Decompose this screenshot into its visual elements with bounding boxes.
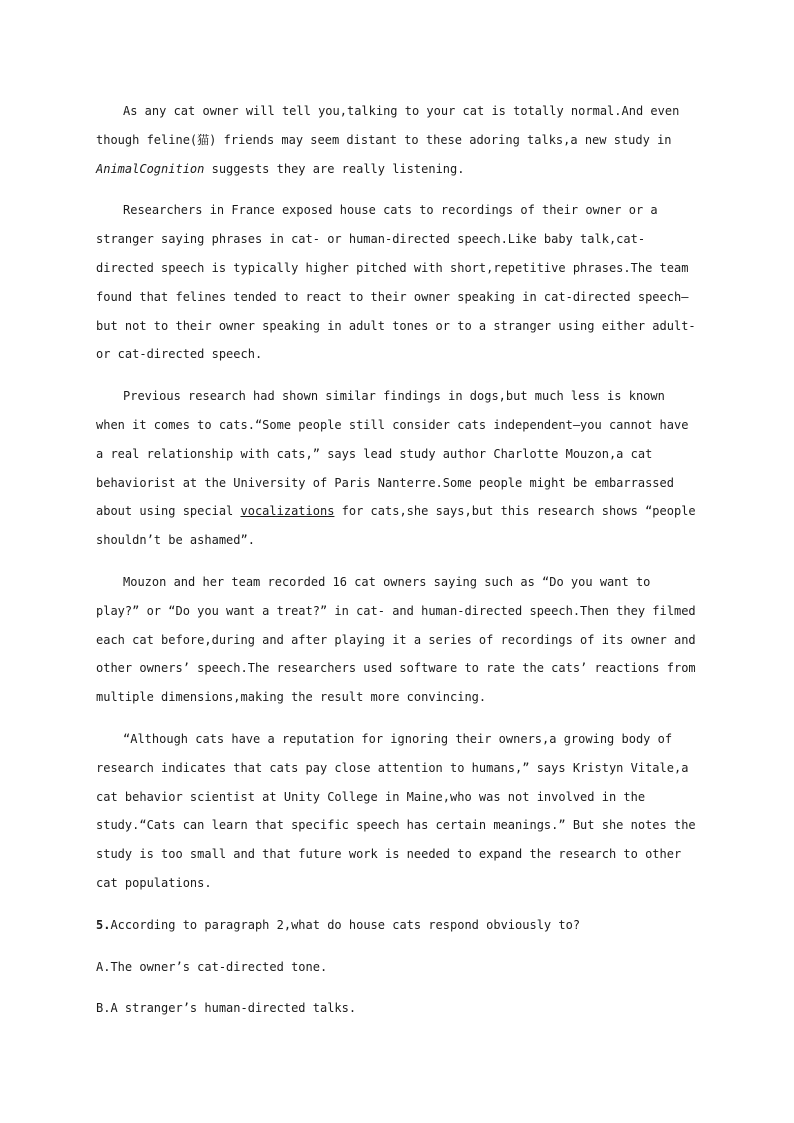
paragraph-gap [96, 369, 700, 382]
underlined-word: vocalizations [240, 504, 335, 519]
paragraph-2: Researchers in France exposed house cats to recordings of their owner or a stranger saying phrases in cat- or human-directed speech.Like baby talk,cat-directed speech is typically higher pitched with short,repetitive phrases.The team found that felines tended to react to their owner speaking in cat-directed speech—but not to their owner speaking in adult tones or to a stranger using either adult- or cat-directed speech. [96, 203, 696, 362]
paragraph-3-text-end: for cats,she says,but this research shows “people shouldn’t be ashamed”. [96, 504, 696, 548]
paragraph-gap [96, 712, 700, 725]
paragraph-gap [96, 555, 700, 568]
question-number: 5. [96, 917, 111, 932]
question-stem [96, 911, 700, 940]
paragraph-1 [96, 97, 700, 183]
paragraph-4: Mouzon and her team recorded 16 cat owners saying such as “Do you want to play?” or “Do you want a treat?” in cat- and human-directed speech.Then they filmed each cat before,during and after playing it a series of recordings of its owner and other owners’ speech.The researchers used software to rate the cats’ reactions from multiple dimensions,making the result more convincing. [96, 574, 696, 705]
option-a: A.The owner’s cat-directed tone. [96, 959, 328, 974]
journal-name: AnimalCognition [96, 161, 205, 176]
document-page [96, 97, 700, 1023]
option-b: B.A stranger’s human-directed talks. [96, 1001, 357, 1016]
paragraph-3-text-start: Previous research had shown similar findings in dogs,but much less is known when it comes to cats.“Some people still consider cats independent—you cannot have a real relationship with cats,” says lead study author Charlotte Mouzon,a cat behaviorist at the University of Paris Nanterre.Some people might be embarrassed about using special [96, 389, 689, 519]
paragraph-gap [96, 183, 700, 196]
paragraph-gap [96, 940, 700, 953]
paragraph-3 [96, 382, 700, 555]
paragraph-1-text-end: suggests they are really listening. [204, 161, 465, 176]
paragraph-1-text-start: As any cat owner will tell you,talking to your cat is totally normal.And even though feline(猫) friends may seem distant to these adoring talks,a new study in [96, 104, 680, 147]
paragraph-5: “Although cats have a reputation for ignoring their owners,a growing body of research indicates that cats pay close attention to humans,” says Kristyn Vitale,a cat behavior scientist at Unity College in Maine,who was not involved in the study.“Cats can learn that specific speech has certain meanings.” But she notes the study is too small and that future work is needed to expand the research to other cat populations. [96, 731, 696, 890]
question-text: According to paragraph 2,what do house cats respond obviously to? [110, 917, 581, 932]
paragraph-gap [96, 981, 700, 994]
paragraph-gap [96, 898, 700, 911]
